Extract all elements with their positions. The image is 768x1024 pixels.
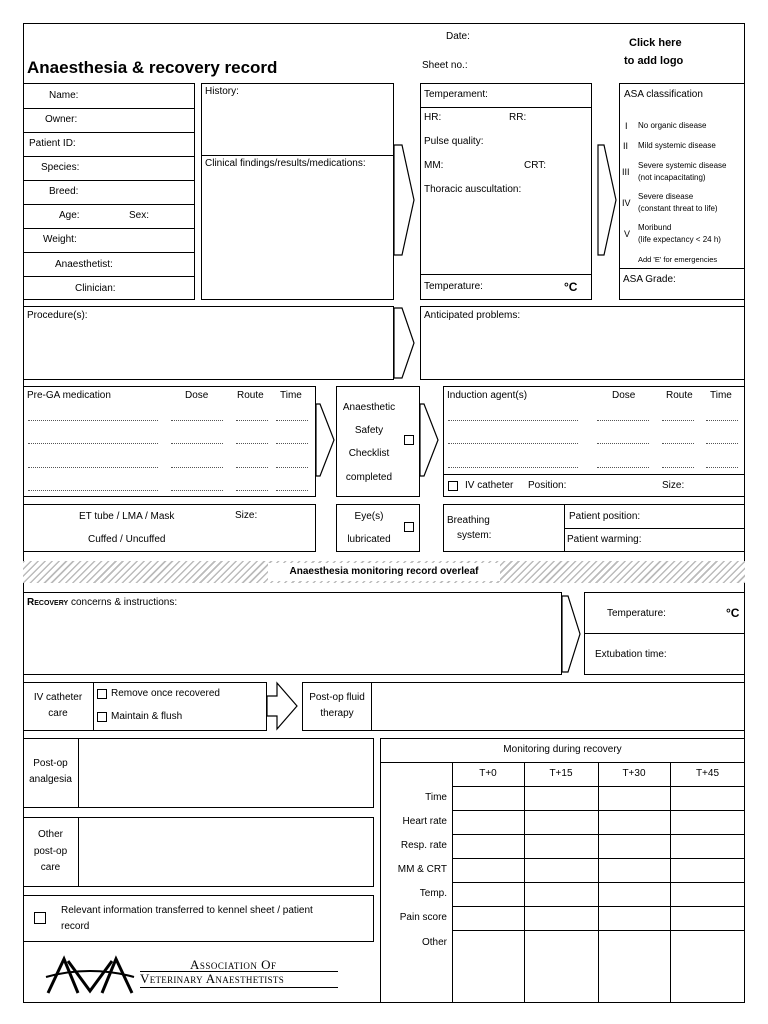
asa-text-5b: (life expectancy < 24 h)	[638, 235, 721, 244]
analgesia-line1: Post-op	[33, 758, 68, 769]
recovery-title-smallcaps: Recovery	[27, 597, 69, 608]
pre-ga-medication-box	[23, 386, 316, 497]
postop-fluid-line1: Post-op fluid	[309, 692, 365, 703]
row-header-other: Other	[421, 937, 447, 948]
asa-title: ASA classification	[624, 89, 703, 100]
asa-emergency-note: Add 'E' for emergencies	[638, 255, 718, 264]
row-header-time: Time	[425, 792, 447, 803]
temperature-field[interactable]: Temperature:	[424, 281, 483, 292]
arrow-right-icon	[316, 404, 338, 476]
et-tube-field[interactable]: ET tube / LMA / Mask	[79, 511, 175, 522]
asa-text-2: Mild systemic disease	[638, 141, 716, 150]
analgesia-input[interactable]	[80, 740, 372, 806]
iv-catheter-checkbox[interactable]	[448, 481, 458, 491]
pre-ga-route-header: Route	[237, 390, 264, 401]
asa-text-3a: Severe systemic disease	[638, 161, 727, 170]
relevant-info-checkbox[interactable]	[34, 912, 46, 924]
arrow-right-icon	[394, 145, 416, 255]
row-header-mm-crt: MM & CRT	[397, 864, 447, 875]
patient-id-field[interactable]: Patient ID:	[29, 138, 76, 149]
logo-placeholder-line1[interactable]: Click here	[629, 37, 682, 49]
recovery-title-rest: concerns & instructions:	[70, 597, 178, 608]
asa-text-3b: (not incapacitating)	[638, 173, 706, 182]
pulse-quality-field[interactable]: Pulse quality:	[424, 136, 484, 147]
eyes-line2: lubricated	[347, 534, 391, 545]
overleaf-text: Anaesthesia monitoring record overleaf	[268, 563, 500, 581]
iv-position-field[interactable]: Position:	[528, 480, 567, 491]
maintain-flush-label: Maintain & flush	[111, 711, 183, 722]
asa-grade-field[interactable]: ASA Grade:	[623, 274, 676, 285]
date-label: Date:	[446, 31, 470, 42]
induction-title: Induction agent(s)	[447, 390, 528, 401]
asa-text-4b: (constant threat to life)	[638, 204, 718, 213]
breathing-line2[interactable]: system:	[457, 530, 492, 541]
recovery-temperature-unit: °C	[726, 606, 740, 620]
row-header-heart-rate: Heart rate	[402, 816, 447, 827]
sheet-label: Sheet no.:	[422, 60, 468, 71]
eyes-line1: Eye(s)	[354, 511, 384, 522]
pre-ga-time-header: Time	[280, 390, 302, 401]
postop-fluid-input[interactable]	[373, 684, 743, 729]
analgesia-line2: analgesia	[29, 774, 72, 785]
pre-ga-title: Pre-GA medication	[27, 390, 111, 401]
row-header-temp: Temp.	[419, 888, 447, 899]
checklist-line2: Safety	[354, 425, 384, 436]
asa-num-1: I	[625, 121, 628, 131]
other-care-line3: care	[40, 862, 61, 873]
arrow-right-icon	[420, 404, 442, 476]
col-header-t30: T+30	[622, 768, 646, 779]
clinical-findings-label: Clinical findings/results/medications:	[205, 158, 366, 169]
col-header-t15: T+15	[549, 768, 573, 779]
asa-num-5: V	[624, 229, 631, 239]
arrow-right-icon	[267, 683, 299, 729]
other-care-line2: post-op	[33, 846, 68, 857]
relevant-info-line1: Relevant information transferred to kennel sheet / patient	[61, 905, 313, 916]
thoracic-auscultation-field[interactable]: Thoracic auscultation:	[424, 184, 522, 195]
temperature-unit: °C	[564, 280, 578, 294]
other-care-line1: Other	[37, 829, 63, 840]
anaesthetist-field[interactable]: Anaesthetist:	[55, 259, 113, 270]
crt-field[interactable]: CRT:	[524, 160, 547, 171]
iv-size-field[interactable]: Size:	[662, 480, 685, 491]
checklist-line3: Checklist	[348, 448, 390, 459]
ava-logo-icon	[44, 955, 136, 995]
maintain-flush-checkbox[interactable]	[97, 712, 107, 722]
col-header-t45: T+45	[695, 768, 720, 779]
monitoring-title: Monitoring during recovery	[503, 744, 622, 755]
anticipated-problems-label: Anticipated problems:	[424, 310, 521, 321]
checklist-line4: completed	[345, 472, 393, 483]
association-line2: Veterinary Anaesthetists	[140, 971, 285, 986]
induction-dose-header: Dose	[612, 390, 636, 401]
safety-checklist-checkbox[interactable]	[404, 435, 414, 445]
breathing-line1: Breathing	[447, 515, 490, 526]
history-label: History:	[205, 86, 239, 97]
extubation-time-field[interactable]: Extubation time:	[595, 649, 667, 660]
arrow-right-icon	[562, 596, 584, 672]
row-header-resp-rate: Resp. rate	[400, 840, 447, 851]
name-field[interactable]: Name:	[49, 90, 79, 101]
asa-num-3: III	[622, 167, 630, 177]
eyes-lubricated-checkbox[interactable]	[404, 522, 414, 532]
logo-placeholder-line2[interactable]: to add logo	[624, 55, 684, 67]
monitoring-cells[interactable]	[453, 787, 744, 1002]
patient-warming-field[interactable]: Patient warming:	[567, 534, 642, 545]
association-line1: Association Of	[190, 957, 277, 972]
remove-once-recovered-checkbox[interactable]	[97, 689, 107, 699]
mm-field[interactable]: MM:	[424, 160, 444, 171]
cuff-field[interactable]: Cuffed / Uncuffed	[88, 534, 166, 545]
iv-care-line1: IV catheter	[33, 692, 83, 703]
postop-fluid-line2: therapy	[320, 708, 354, 719]
asa-num-2: II	[623, 141, 629, 151]
other-care-input[interactable]	[80, 819, 372, 885]
induction-time-header: Time	[710, 390, 732, 401]
history-box[interactable]	[201, 83, 394, 300]
col-header-t0: T+0	[479, 768, 497, 779]
patient-position-field[interactable]: Patient position:	[569, 511, 641, 522]
row-header-pain-score: Pain score	[399, 912, 447, 923]
recovery-title	[27, 597, 177, 609]
page-title: Anaesthesia & recovery record	[27, 58, 278, 77]
pre-ga-dose-header: Dose	[185, 390, 209, 401]
temperament-field[interactable]: Temperament:	[424, 89, 488, 100]
relevant-info-box	[23, 895, 374, 942]
species-field[interactable]: Species:	[41, 162, 80, 173]
asa-text-5a: Moribund	[638, 223, 672, 232]
sex-field[interactable]: Sex:	[129, 210, 150, 221]
procedures-label: Procedure(s):	[27, 310, 88, 321]
relevant-info-line2: record	[61, 921, 90, 932]
remove-once-recovered-label: Remove once recovered	[111, 688, 220, 699]
asa-text-4a: Severe disease	[638, 192, 694, 201]
arrow-right-icon	[598, 145, 620, 255]
rr-field[interactable]: RR:	[509, 112, 527, 123]
hr-field[interactable]: HR:	[424, 112, 442, 123]
asa-text-1: No organic disease	[638, 121, 707, 130]
age-field[interactable]: Age:	[59, 210, 80, 221]
iv-catheter-label: IV catheter	[465, 480, 514, 491]
induction-route-header: Route	[666, 390, 693, 401]
breed-field[interactable]: Breed:	[49, 186, 79, 197]
recovery-temperature-field[interactable]: Temperature:	[607, 608, 666, 619]
iv-care-line2: care	[48, 708, 68, 719]
clinician-field[interactable]: Clinician:	[75, 283, 116, 294]
arrow-right-icon	[394, 308, 416, 378]
owner-field[interactable]: Owner:	[45, 114, 78, 125]
weight-field[interactable]: Weight:	[43, 234, 77, 245]
checklist-line1: Anaesthetic	[342, 402, 396, 413]
et-size-field[interactable]: Size:	[235, 510, 258, 521]
asa-num-4: IV	[622, 198, 631, 208]
